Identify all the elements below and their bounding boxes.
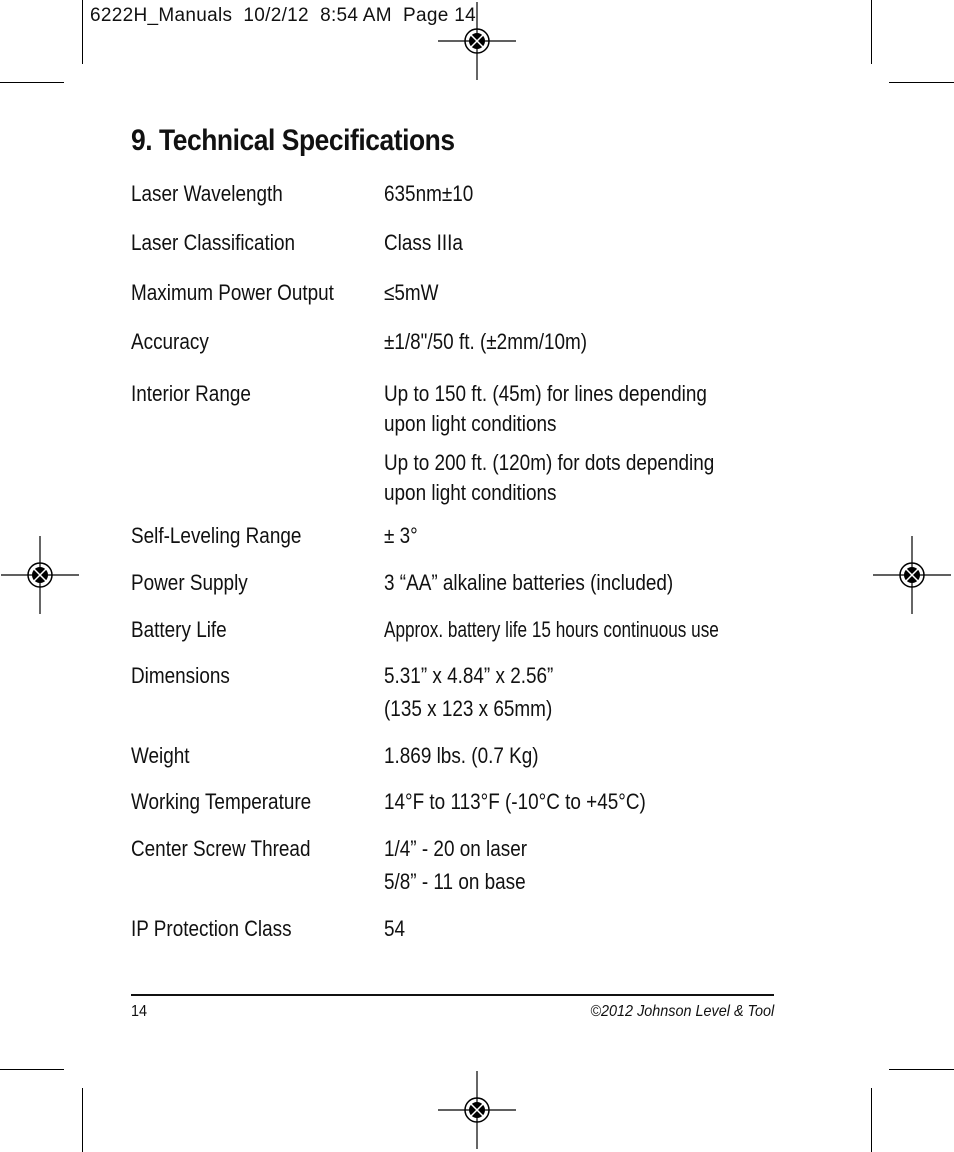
spec-label: Power Supply xyxy=(131,570,248,595)
spec-label: Working Temperature xyxy=(131,789,312,814)
spec-label: Accuracy xyxy=(131,329,209,354)
spec-label: Center Screw Thread xyxy=(131,836,311,861)
crop-mark xyxy=(0,1069,64,1070)
spec-value-line: ± 3° xyxy=(384,523,418,548)
spec-value-line: 1.869 lbs. (0.7 Kg) xyxy=(384,743,539,768)
copyright-notice: ©2012 Johnson Level & Tool xyxy=(590,1003,774,1020)
crop-mark xyxy=(0,82,64,83)
spec-value-line: 5.31” x 4.84” x 2.56” xyxy=(384,663,554,688)
spec-value-line: 1/4” - 20 on laser xyxy=(384,836,528,861)
crop-mark xyxy=(871,1088,872,1152)
spec-row xyxy=(131,743,791,783)
spec-row xyxy=(131,280,791,320)
registration-mark-icon xyxy=(1,536,79,614)
printer-slug: 6222H_Manuals 10/2/12 8:54 AM Page 14 xyxy=(90,5,476,26)
spec-value-line: 54 xyxy=(384,916,406,941)
spec-label: Interior Range xyxy=(131,381,251,406)
spec-value-line: (135 x 123 x 65mm) xyxy=(384,696,553,721)
spec-value-line: Class IIIa xyxy=(384,230,463,255)
spec-label: Laser Classification xyxy=(131,230,296,255)
spec-row xyxy=(131,181,791,221)
spec-row xyxy=(131,523,791,563)
spec-row xyxy=(131,570,791,610)
spec-row xyxy=(131,836,791,906)
spec-label: Laser Wavelength xyxy=(131,181,283,206)
spec-row xyxy=(131,230,791,270)
spec-value-line: 635nm±10 xyxy=(384,181,474,206)
spec-row xyxy=(131,789,791,829)
spec-value-line: ±1/8"/50 ft. (±2mm/10m) xyxy=(384,329,588,354)
spec-row xyxy=(131,617,791,657)
spec-row xyxy=(131,381,791,511)
registration-mark-icon xyxy=(438,2,516,80)
registration-mark-icon xyxy=(873,536,951,614)
spec-value-line: 14°F to 113°F (-10°C to +45°C) xyxy=(384,789,646,814)
spec-value-line: Up to 150 ft. (45m) for lines depending xyxy=(384,381,707,406)
spec-row xyxy=(131,663,791,733)
spec-label: Self-Leveling Range xyxy=(131,523,302,548)
spec-value-line: ≤5mW xyxy=(384,280,439,305)
spec-value-line: 5/8” - 11 on base xyxy=(384,869,526,894)
spec-value-line: 3 “AA” alkaline batteries (included) xyxy=(384,570,674,595)
page-number: 14 xyxy=(131,1003,148,1020)
spec-label: Weight xyxy=(131,743,190,768)
footer-divider xyxy=(131,994,774,996)
crop-mark xyxy=(871,0,872,64)
crop-mark xyxy=(889,1069,954,1070)
spec-label: IP Protection Class xyxy=(131,916,292,941)
crop-mark xyxy=(82,0,83,64)
spec-value-line: upon light conditions xyxy=(384,411,557,436)
spec-label: Maximum Power Output xyxy=(131,280,334,305)
crop-mark xyxy=(82,1088,83,1152)
page-title: 9. Technical Specifications xyxy=(131,124,455,157)
crop-mark xyxy=(889,82,954,83)
spec-value-line: upon light conditions xyxy=(384,480,557,505)
spec-label: Dimensions xyxy=(131,663,230,688)
spec-row xyxy=(131,329,791,369)
spec-value-line: Up to 200 ft. (120m) for dots depending xyxy=(384,450,715,475)
spec-row xyxy=(131,916,791,956)
spec-label: Battery Life xyxy=(131,617,227,642)
spec-value-line: Approx. battery life 15 hours continuous use xyxy=(384,617,719,642)
registration-mark-icon xyxy=(438,1071,516,1149)
